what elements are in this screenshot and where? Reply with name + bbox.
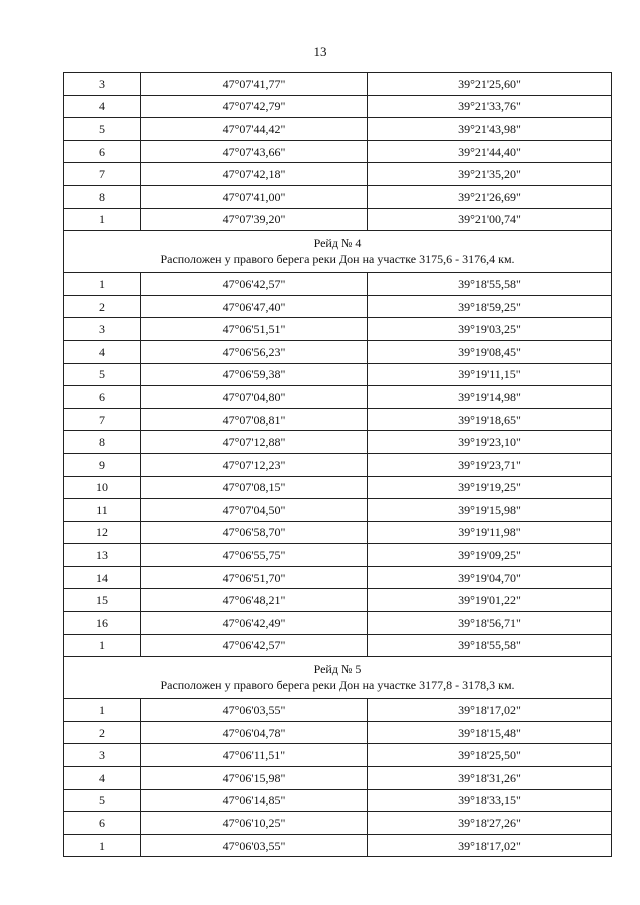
table-row — [64, 721, 612, 744]
latitude-cell: 47°07'42,18" — [141, 163, 368, 186]
longitude-cell: 39°19'19,25" — [368, 476, 612, 499]
point-number-cell: 16 — [64, 612, 141, 635]
latitude-cell: 47°06'48,21" — [141, 589, 368, 612]
point-number-cell: 4 — [64, 340, 141, 363]
latitude-cell: 47°06'42,49" — [141, 612, 368, 635]
table-row — [64, 589, 612, 612]
table-row — [64, 340, 612, 363]
table-row — [64, 295, 612, 318]
table-row — [64, 95, 612, 118]
latitude-cell: 47°06'51,70" — [141, 566, 368, 589]
table-row — [64, 789, 612, 812]
longitude-cell: 39°18'17,02" — [368, 699, 612, 722]
longitude-cell: 39°21'00,74" — [368, 208, 612, 231]
table-row — [64, 812, 612, 835]
longitude-cell: 39°18'55,58" — [368, 634, 612, 657]
section-description: Расположен у правого берега реки Дон на участке 3175,6 - 3176,4 км. — [160, 251, 515, 266]
table-row — [64, 118, 612, 141]
point-number-cell: 11 — [64, 499, 141, 522]
table-row — [64, 476, 612, 499]
point-number-cell: 15 — [64, 589, 141, 612]
latitude-cell: 47°07'42,79" — [141, 95, 368, 118]
table-row — [64, 140, 612, 163]
longitude-cell: 39°18'56,71" — [368, 612, 612, 635]
point-number-cell: 6 — [64, 386, 141, 409]
table-row — [64, 566, 612, 589]
section-title: Рейд № 5 — [313, 662, 362, 677]
longitude-cell: 39°21'35,20" — [368, 163, 612, 186]
latitude-cell: 47°07'43,66" — [141, 140, 368, 163]
point-number-cell: 5 — [64, 118, 141, 141]
longitude-cell: 39°19'11,98" — [368, 521, 612, 544]
latitude-cell: 47°06'55,75" — [141, 544, 368, 567]
point-number-cell: 8 — [64, 185, 141, 208]
longitude-cell: 39°19'15,98" — [368, 499, 612, 522]
longitude-cell: 39°19'23,71" — [368, 453, 612, 476]
longitude-cell: 39°19'14,98" — [368, 386, 612, 409]
table-row — [64, 767, 612, 790]
latitude-cell: 47°07'08,81" — [141, 408, 368, 431]
table-row — [64, 408, 612, 431]
latitude-cell: 47°06'42,57" — [141, 634, 368, 657]
table-row — [64, 208, 612, 231]
point-number-cell: 12 — [64, 521, 141, 544]
page-number: 13 — [313, 44, 327, 59]
point-number-cell: 1 — [64, 834, 141, 857]
longitude-cell: 39°21'43,98" — [368, 118, 612, 141]
section-header-row — [64, 657, 612, 699]
latitude-cell: 47°07'39,20" — [141, 208, 368, 231]
section-header-row — [64, 231, 612, 273]
longitude-cell: 39°19'03,25" — [368, 318, 612, 341]
point-number-cell: 3 — [64, 73, 141, 96]
longitude-cell: 39°18'31,26" — [368, 767, 612, 790]
table-row — [64, 431, 612, 454]
table-row — [64, 744, 612, 767]
point-number-cell: 2 — [64, 721, 141, 744]
table-row — [64, 163, 612, 186]
longitude-cell: 39°19'11,15" — [368, 363, 612, 386]
latitude-cell: 47°07'04,80" — [141, 386, 368, 409]
longitude-cell: 39°19'23,10" — [368, 431, 612, 454]
latitude-cell: 47°06'03,55" — [141, 699, 368, 722]
longitude-cell: 39°18'17,02" — [368, 834, 612, 857]
point-number-cell: 5 — [64, 363, 141, 386]
latitude-cell: 47°07'12,88" — [141, 431, 368, 454]
section-header-cell — [64, 657, 612, 699]
point-number-cell: 1 — [64, 699, 141, 722]
table-row — [64, 453, 612, 476]
longitude-cell: 39°18'33,15" — [368, 789, 612, 812]
latitude-cell: 47°07'41,00" — [141, 185, 368, 208]
longitude-cell: 39°18'59,25" — [368, 295, 612, 318]
point-number-cell: 1 — [64, 634, 141, 657]
latitude-cell: 47°07'04,50" — [141, 499, 368, 522]
latitude-cell: 47°07'44,42" — [141, 118, 368, 141]
longitude-cell: 39°21'26,69" — [368, 185, 612, 208]
table-row — [64, 699, 612, 722]
longitude-cell: 39°18'25,50" — [368, 744, 612, 767]
latitude-cell: 47°06'14,85" — [141, 789, 368, 812]
section-title: Рейд № 4 — [313, 236, 362, 251]
longitude-cell: 39°19'08,45" — [368, 340, 612, 363]
point-number-cell: 14 — [64, 566, 141, 589]
longitude-cell: 39°21'33,76" — [368, 95, 612, 118]
coordinates-table-body — [64, 73, 612, 857]
table-row — [64, 544, 612, 567]
point-number-cell: 9 — [64, 453, 141, 476]
latitude-cell: 47°07'12,23" — [141, 453, 368, 476]
point-number-cell: 7 — [64, 408, 141, 431]
latitude-cell: 47°06'51,51" — [141, 318, 368, 341]
point-number-cell: 3 — [64, 318, 141, 341]
table-row — [64, 185, 612, 208]
longitude-cell: 39°21'25,60" — [368, 73, 612, 96]
longitude-cell: 39°18'15,48" — [368, 721, 612, 744]
point-number-cell: 2 — [64, 295, 141, 318]
table-row — [64, 499, 612, 522]
point-number-cell: 13 — [64, 544, 141, 567]
point-number-cell: 1 — [64, 273, 141, 296]
latitude-cell: 47°06'15,98" — [141, 767, 368, 790]
point-number-cell: 10 — [64, 476, 141, 499]
latitude-cell: 47°07'08,15" — [141, 476, 368, 499]
point-number-cell: 6 — [64, 812, 141, 835]
table-row — [64, 634, 612, 657]
latitude-cell: 47°06'11,51" — [141, 744, 368, 767]
point-number-cell: 6 — [64, 140, 141, 163]
latitude-cell: 47°06'42,57" — [141, 273, 368, 296]
table-row — [64, 612, 612, 635]
table-row — [64, 273, 612, 296]
latitude-cell: 47°06'56,23" — [141, 340, 368, 363]
latitude-cell: 47°06'10,25" — [141, 812, 368, 835]
longitude-cell: 39°18'55,58" — [368, 273, 612, 296]
section-description: Расположен у правого берега реки Дон на участке 3177,8 - 3178,3 км. — [160, 677, 515, 692]
table-row — [64, 363, 612, 386]
point-number-cell: 4 — [64, 767, 141, 790]
point-number-cell: 8 — [64, 431, 141, 454]
longitude-cell: 39°19'09,25" — [368, 544, 612, 567]
table-row — [64, 386, 612, 409]
longitude-cell: 39°19'18,65" — [368, 408, 612, 431]
latitude-cell: 47°06'58,70" — [141, 521, 368, 544]
coordinates-table — [63, 72, 612, 857]
table-row — [64, 521, 612, 544]
section-header-cell — [64, 231, 612, 273]
point-number-cell: 4 — [64, 95, 141, 118]
point-number-cell: 1 — [64, 208, 141, 231]
latitude-cell: 47°06'04,78" — [141, 721, 368, 744]
longitude-cell: 39°21'44,40" — [368, 140, 612, 163]
latitude-cell: 47°06'03,55" — [141, 834, 368, 857]
latitude-cell: 47°07'41,77" — [141, 73, 368, 96]
latitude-cell: 47°06'59,38" — [141, 363, 368, 386]
longitude-cell: 39°19'01,22" — [368, 589, 612, 612]
point-number-cell: 5 — [64, 789, 141, 812]
table-row — [64, 834, 612, 857]
table-row — [64, 318, 612, 341]
longitude-cell: 39°19'04,70" — [368, 566, 612, 589]
latitude-cell: 47°06'47,40" — [141, 295, 368, 318]
longitude-cell: 39°18'27,26" — [368, 812, 612, 835]
table-row — [64, 73, 612, 96]
point-number-cell: 7 — [64, 163, 141, 186]
point-number-cell: 3 — [64, 744, 141, 767]
